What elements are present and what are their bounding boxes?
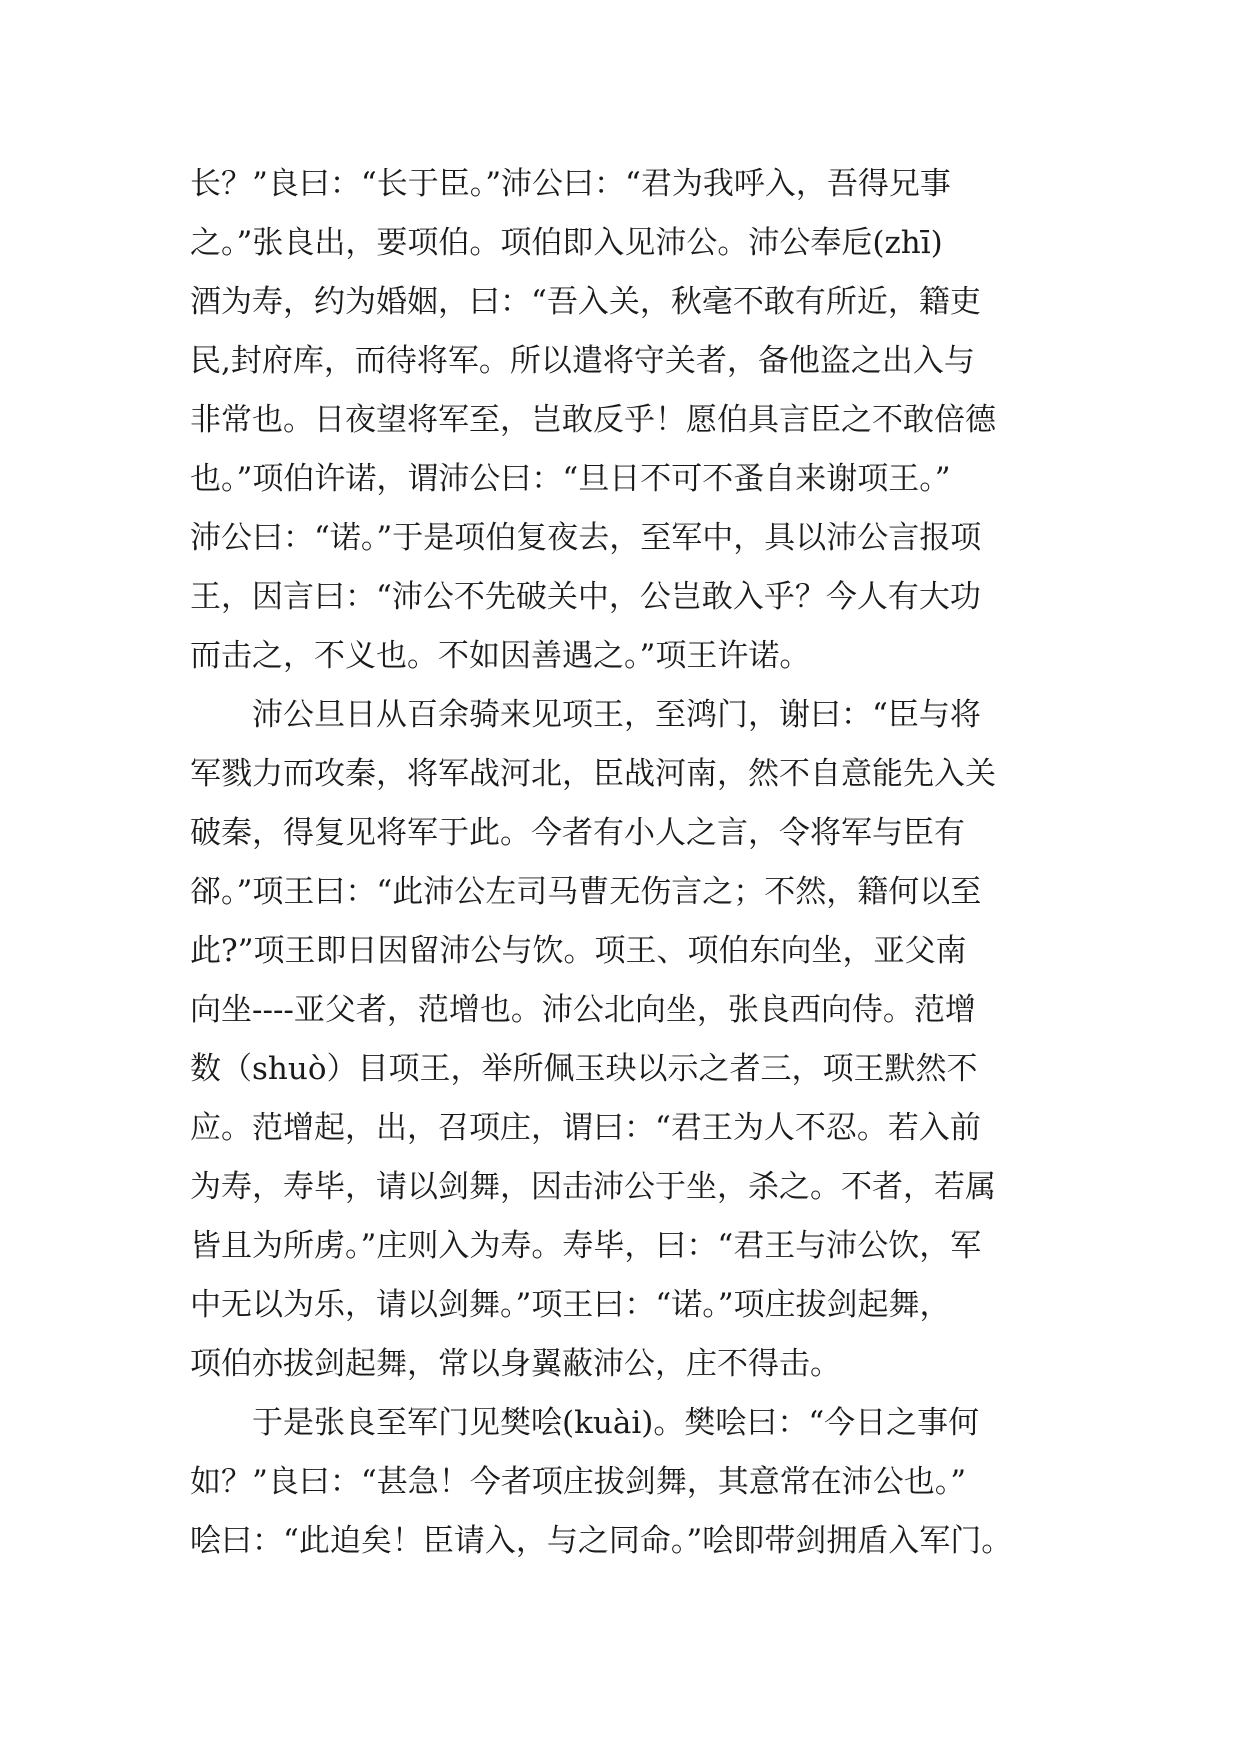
- text-line: 也。”项伯许诺，谓沛公曰：“旦日不可不蚤自来谢项王。”: [190, 461, 951, 497]
- text-line: 非常也。日夜望将军至，岂敢反乎！愿伯具言臣之不敢倍德: [190, 402, 996, 438]
- text-line: 皆且为所虏。”庄则入为寿。寿毕，曰：“君王与沛公饮，军: [190, 1228, 982, 1264]
- paragraph-2: [190, 686, 1060, 1394]
- text-line: 此?”项王即日因留沛公与饮。项王、项伯东向坐，亚父南: [190, 933, 967, 969]
- body-text: [190, 155, 1060, 1571]
- text-line: 民,封府库，而待将军。所以遣将守关者，备他盗之出入与: [190, 343, 975, 379]
- text-line: 长？”良曰：“长于臣。”沛公曰：“君为我呼入，吾得兄事: [190, 166, 951, 202]
- text-line: 如？”良曰：“甚急！今者项庄拔剑舞，其意常在沛公也。”: [190, 1464, 967, 1500]
- paragraph-1: [190, 155, 1060, 686]
- text-line: 王，因言曰：“沛公不先破关中，公岂敢入乎？今人有大功: [190, 579, 981, 615]
- text-line: 中无以为乐，请以剑舞。”项王曰：“诺。”项庄拔剑起舞，: [190, 1287, 951, 1323]
- text-line: 于是张良至军门见樊哙(kuài)。樊哙曰：“今日之事何: [252, 1405, 980, 1441]
- text-line: 酒为寿，约为婚姻，曰：“吾入关，秋毫不敢有所近，籍吏: [190, 284, 981, 320]
- text-line: 军戮力而攻秦，将军战河北，臣战河南，然不自意能先入关: [190, 756, 996, 792]
- text-line: 沛公旦日从百余骑来见项王，至鸿门，谢曰：“臣与将: [252, 697, 981, 733]
- text-line: 沛公曰：“诺。”于是项伯复夜去，至军中，具以沛公言报项: [190, 520, 982, 556]
- paragraph-3: [190, 1394, 1060, 1571]
- text-line: 向坐----亚父者，范增也。沛公北向坐，张良西向侍。范增: [190, 992, 976, 1028]
- text-line: 应。范增起，出，召项庄，谓曰：“君王为人不忍。若入前: [190, 1110, 981, 1146]
- text-line: 之。”张良出，要项伯。项伯即入见沛公。沛公奉卮(zhī): [190, 225, 943, 261]
- text-line: 破秦，得复见将军于此。今者有小人之言，令将军与臣有: [190, 815, 965, 851]
- text-line: 而击之，不义也。不如因善遇之。”项王许诺。: [190, 638, 811, 674]
- text-line: 数（shuò）目项王，举所佩玉玦以示之者三，项王默然不: [190, 1051, 978, 1087]
- text-line: 为寿，寿毕，请以剑舞，因击沛公于坐，杀之。不者，若属: [190, 1169, 996, 1205]
- text-line: 郤。”项王曰：“此沛公左司马曹无伤言之；不然，籍何以至: [190, 874, 982, 910]
- text-line: 哙曰：“此迫矣！臣请入，与之同命。”哙即带剑拥盾入军门。: [190, 1523, 1013, 1559]
- text-line: 项伯亦拔剑起舞，常以身翼蔽沛公，庄不得击。: [190, 1346, 841, 1382]
